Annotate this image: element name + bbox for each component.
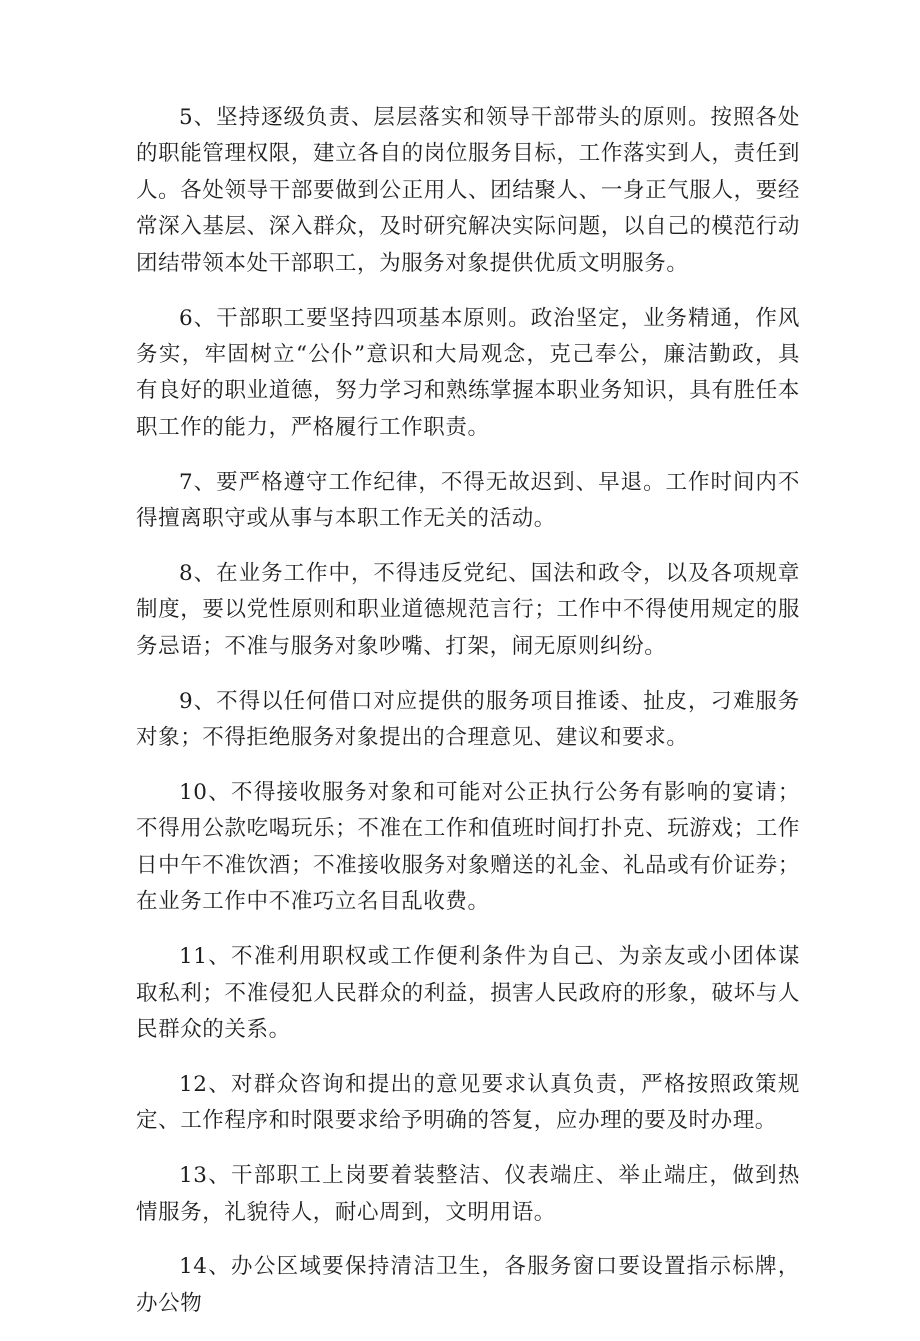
paragraph-12: 12、对群众咨询和提出的意见要求认真负责，严格按照政策规定、工作程序和时限要求给予明确的答复，应办理的要及时办理。 [136, 1071, 800, 1134]
paragraph-11: 11、不准利用职权或工作便利条件为自己、为亲友或小团体谋取私利；不准侵犯人民群众的利益，损害人民政府的形象，破坏与人民群众的关系。 [136, 944, 800, 1042]
paragraph-8: 8、在业务工作中，不得违反党纪、国法和政令，以及各项规章制度，要以党性原则和职业道德规范言行；工作中不得使用规定的服务忌语；不准与服务对象吵嘴、打架，闹无原则纠纷。 [136, 560, 800, 659]
paragraph-10: 10、不得接收服务对象和可能对公正执行公务有影响的宴请；不得用公款吃喝玩乐；不准在工作和值班时间打扑克、玩游戏；工作日中午不准饮酒；不准接收服务对象赠送的礼金、礼品或有价证券；在业务工作中不准巧立名目乱收费。 [136, 780, 800, 915]
document-body [136, 100, 800, 1341]
paragraph-5: 5、坚持逐级负责、层层落实和领导干部带头的原则。按照各处的职能管理权限，建立各自的岗位服务目标，工作落实到人，责任到人。各处领导干部要做到公正用人、团结聚人、一身正气服人，要经常深入基层、深入群众，及时研究解决实际问题，以自己的模范行动团结带领本处干部职工，为服务对象提供优质文明服务。 [136, 105, 800, 276]
paragraph-6: 6、干部职工要坚持四项基本原则。政治坚定，业务精通，作风务实，牢固树立“公仆”意识和大局观念，克己奉公，廉洁勤政，具有良好的职业道德，努力学习和熟练掌握本职业务知识，具有胜任本职工作的能力，严格履行工作职责。 [136, 305, 800, 440]
paragraph-14: 14、办公区域要保持清洁卫生，各服务窗口要设置指示标牌，办公物 [136, 1254, 800, 1316]
paragraph-13: 13、干部职工上岗要着装整洁、仪表端庄、举止端庄，做到热情服务，礼貌待人，耐心周到，文明用语。 [136, 1163, 800, 1225]
paragraph-9: 9、不得以任何借口对应提供的服务项目推诿、扯皮，刁难服务对象；不得拒绝服务对象提出的合理意见、建议和要求。 [136, 688, 800, 751]
paragraph-7: 7、要严格遵守工作纪律，不得无故迟到、早退。工作时间内不得擅离职守或从事与本职工作无关的活动。 [136, 469, 800, 532]
